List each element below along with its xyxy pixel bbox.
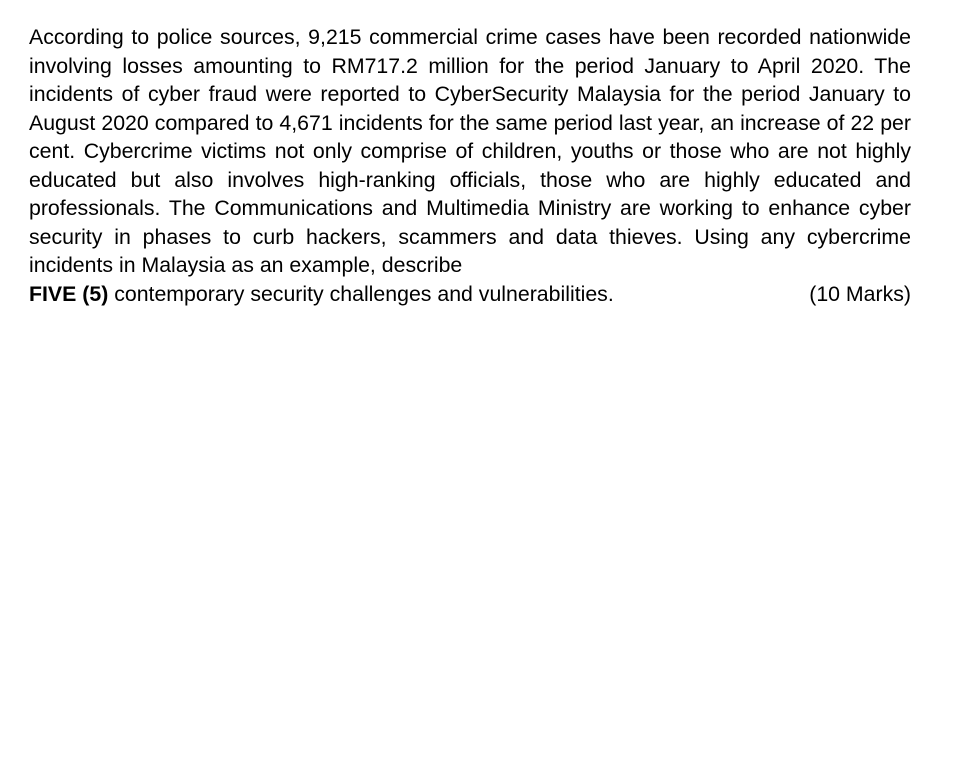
question-text — [29, 23, 911, 308]
question-body: According to police sources, 9,215 commercial crime cases have been recorded nationwide involving losses amounting to RM717.2 million for the period January to April 2020. The incidents of cyber fraud were reported to CyberSecurity Malaysia for the period January to August 2020 compared to 4,671 incidents for the same period last year, an increase of 22 per cent. Cybercrime victims not only comprise of children, youths or those who are not highly educated but also involves high-ranking officials, those who are highly educated and professionals. The Communications and Multimedia Ministry are working to enhance cyber security in phases to curb hackers, scammers and data thieves. Using any cybercrime incidents in Malaysia as an example, describe — [29, 25, 911, 277]
question-last-line — [29, 280, 911, 309]
question-instruction — [29, 280, 614, 309]
question-emphasis: FIVE (5) — [29, 281, 109, 306]
question-marks: (10 Marks) — [809, 281, 911, 306]
question-tail: contemporary security challenges and vulnerabilities. — [108, 281, 614, 306]
